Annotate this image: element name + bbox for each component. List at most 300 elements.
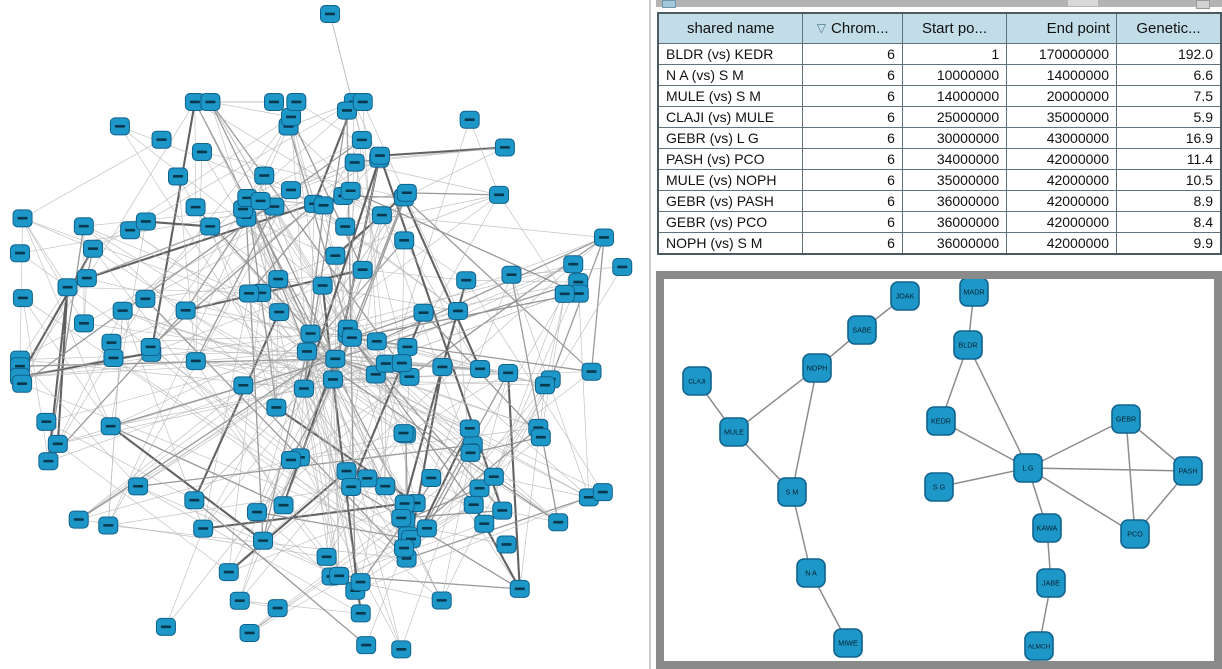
network-node[interactable] xyxy=(510,580,529,597)
node-label xyxy=(377,214,387,217)
toolbar-strip xyxy=(656,0,1222,7)
network-node[interactable] xyxy=(394,425,413,442)
graph-edge-GEBR-PCO[interactable] xyxy=(1126,419,1135,534)
node-label xyxy=(274,311,284,314)
node-label: L G xyxy=(1022,463,1034,473)
network-node[interactable] xyxy=(281,182,300,199)
graph-edge[interactable] xyxy=(23,218,84,323)
network-node[interactable] xyxy=(294,380,313,397)
node-label xyxy=(191,360,201,363)
network-node-gebr[interactable] xyxy=(1112,405,1140,433)
graph-edge-BLDR-LG[interactable] xyxy=(968,345,1028,468)
node-label xyxy=(258,539,268,542)
node-label xyxy=(269,205,279,208)
network-node[interactable] xyxy=(69,511,88,528)
node-label xyxy=(325,13,335,16)
cell-value: 11.4 xyxy=(1116,149,1221,170)
cell-shared-name: MULE (vs) NOPH xyxy=(658,170,803,191)
network-node[interactable] xyxy=(37,413,56,430)
node-label xyxy=(273,607,283,610)
node-label xyxy=(465,118,475,121)
network-node[interactable] xyxy=(129,478,148,495)
node-label: SABE xyxy=(852,325,872,335)
node-label xyxy=(402,191,412,194)
node-label xyxy=(256,200,266,203)
network-node[interactable] xyxy=(448,302,467,319)
network-node[interactable] xyxy=(345,154,364,171)
network-node[interactable] xyxy=(549,514,568,531)
network-node[interactable] xyxy=(395,232,414,249)
network-node[interactable] xyxy=(102,334,121,351)
network-node-noph[interactable] xyxy=(803,354,831,382)
network-node[interactable] xyxy=(414,304,433,321)
node-label xyxy=(397,362,407,365)
network-node[interactable] xyxy=(274,497,293,514)
network-node[interactable] xyxy=(201,94,220,111)
column-header-label: Chrom... xyxy=(831,20,889,37)
node-label xyxy=(330,357,340,360)
table-row[interactable] xyxy=(658,191,1221,212)
network-node-miwe[interactable] xyxy=(834,629,862,657)
node-label xyxy=(400,502,410,505)
node-label xyxy=(375,154,385,157)
network-node[interactable] xyxy=(110,118,129,135)
table-header-row xyxy=(658,13,1221,44)
column-header-start-po[interactable] xyxy=(902,13,1006,44)
network-node[interactable] xyxy=(460,111,479,128)
table-row[interactable] xyxy=(658,149,1221,170)
network-node-bldr[interactable] xyxy=(954,331,982,359)
network-node[interactable] xyxy=(317,548,336,565)
network-node-mule[interactable] xyxy=(720,418,748,446)
column-header-end-point[interactable] xyxy=(1007,13,1117,44)
node-label xyxy=(503,372,513,375)
network-node[interactable] xyxy=(460,420,479,437)
network-node[interactable] xyxy=(422,470,441,487)
node-label xyxy=(271,406,281,409)
network-node[interactable] xyxy=(74,218,93,235)
network-node[interactable] xyxy=(613,259,632,276)
network-node-claji[interactable] xyxy=(683,367,711,395)
node-label xyxy=(342,470,352,473)
network-node[interactable] xyxy=(152,131,171,148)
network-node[interactable] xyxy=(392,355,411,372)
network-node[interactable] xyxy=(169,168,188,185)
graph-edge[interactable] xyxy=(23,140,162,219)
network-node[interactable] xyxy=(376,478,395,495)
cell-value: 36000000 xyxy=(902,233,1006,255)
cell-value: 6.6 xyxy=(1116,65,1221,86)
table-row[interactable] xyxy=(658,233,1221,255)
node-label: MIWE xyxy=(838,638,858,648)
network-node[interactable] xyxy=(555,285,574,302)
cell-value: 10000000 xyxy=(902,65,1006,86)
network-node[interactable] xyxy=(395,540,414,557)
cell-value: 6 xyxy=(803,191,902,212)
network-node[interactable] xyxy=(267,399,286,416)
node-label xyxy=(356,612,366,615)
network-node[interactable] xyxy=(201,218,220,235)
node-label: CLAJI xyxy=(688,378,706,386)
cell-value: 25000000 xyxy=(902,107,1006,128)
node-label: GEBR xyxy=(1115,414,1137,424)
network-node[interactable] xyxy=(84,240,103,257)
network-node[interactable] xyxy=(336,218,355,235)
cell-shared-name: N A (vs) S M xyxy=(658,65,803,86)
graph-edge-LG-PASH[interactable] xyxy=(1028,468,1188,471)
network-node[interactable] xyxy=(337,463,356,480)
network-node[interactable] xyxy=(313,277,332,294)
network-node-madr[interactable] xyxy=(960,279,988,306)
network-node[interactable] xyxy=(186,353,205,370)
small-network-canvas[interactable] xyxy=(664,279,1214,661)
cell-shared-name: NOPH (vs) S M xyxy=(658,233,803,255)
network-node[interactable] xyxy=(192,144,211,161)
node-label xyxy=(74,518,84,521)
network-node[interactable] xyxy=(194,520,213,537)
table-row[interactable] xyxy=(658,128,1221,149)
graph-edge-NOPH-SM[interactable] xyxy=(792,368,817,492)
cell-value: 42000000 xyxy=(1007,233,1117,255)
table-row[interactable] xyxy=(658,86,1221,107)
node-label xyxy=(361,644,371,647)
graph-edge[interactable] xyxy=(411,367,442,539)
network-node[interactable] xyxy=(471,360,490,377)
node-label xyxy=(286,116,296,119)
network-node[interactable] xyxy=(341,182,360,199)
network-node[interactable] xyxy=(464,496,483,513)
filter-funnel-icon[interactable]: ▽ xyxy=(816,21,827,35)
network-node[interactable] xyxy=(372,207,391,224)
network-node[interactable] xyxy=(301,325,320,342)
network-node[interactable] xyxy=(499,364,518,381)
node-label: S M xyxy=(785,487,799,497)
network-node[interactable] xyxy=(74,315,93,332)
network-node[interactable] xyxy=(185,492,204,509)
node-label xyxy=(161,625,171,628)
node-label xyxy=(245,632,255,635)
node-label xyxy=(63,286,73,289)
network-node[interactable] xyxy=(219,564,238,581)
node-label xyxy=(536,436,546,439)
node-label xyxy=(479,522,489,525)
cell-value: 6 xyxy=(803,233,902,255)
network-node-sg[interactable] xyxy=(925,473,953,501)
graph-edge[interactable] xyxy=(442,379,551,600)
node-label: N A xyxy=(805,568,817,578)
node-label xyxy=(494,193,504,196)
graph-edge[interactable] xyxy=(407,193,499,195)
node-label xyxy=(319,204,329,207)
graph-edge[interactable] xyxy=(592,238,604,372)
network-node[interactable] xyxy=(330,567,349,584)
node-label xyxy=(342,109,352,112)
network-node[interactable] xyxy=(39,453,58,470)
graph-edge[interactable] xyxy=(166,529,203,627)
network-node[interactable] xyxy=(342,478,361,495)
network-node[interactable] xyxy=(270,304,289,321)
network-node[interactable] xyxy=(351,605,370,622)
network-node[interactable] xyxy=(113,302,132,319)
node-label xyxy=(173,175,183,178)
network-node[interactable] xyxy=(370,147,389,164)
node-label xyxy=(380,485,390,488)
network-node-joak[interactable] xyxy=(891,282,919,310)
network-node-pash[interactable] xyxy=(1174,457,1202,485)
network-node[interactable] xyxy=(457,272,476,289)
network-node[interactable] xyxy=(282,109,301,126)
network-node[interactable] xyxy=(186,199,205,216)
network-node[interactable] xyxy=(240,285,259,302)
network-node[interactable] xyxy=(13,375,32,392)
network-node[interactable] xyxy=(13,290,32,307)
network-node-kedr[interactable] xyxy=(927,407,955,435)
node-label xyxy=(346,189,356,192)
node-label: MULE xyxy=(724,427,744,437)
node-label xyxy=(252,511,262,514)
node-label xyxy=(356,581,366,584)
column-header-chrom[interactable] xyxy=(803,13,902,44)
network-node[interactable] xyxy=(48,435,67,452)
network-node[interactable] xyxy=(392,509,411,526)
network-node-kawa[interactable] xyxy=(1033,514,1061,542)
node-label xyxy=(279,504,289,507)
network-node[interactable] xyxy=(433,359,452,376)
graph-edge[interactable] xyxy=(20,218,23,359)
network-node[interactable] xyxy=(58,279,77,296)
network-node[interactable] xyxy=(176,302,195,319)
cell-value: 6 xyxy=(803,65,902,86)
table-header-row xyxy=(658,13,1221,44)
network-node[interactable] xyxy=(265,94,284,111)
network-node-pco[interactable] xyxy=(1121,520,1149,548)
network-node[interactable] xyxy=(417,520,436,537)
graph-edge[interactable] xyxy=(578,282,589,497)
table-row[interactable] xyxy=(658,65,1221,86)
node-label xyxy=(322,555,332,558)
cell-value: 42000000 xyxy=(1007,149,1117,170)
network-node[interactable] xyxy=(13,210,32,227)
cell-value: 6 xyxy=(803,86,902,107)
network-node[interactable] xyxy=(353,261,372,278)
network-node-almch[interactable] xyxy=(1025,632,1053,660)
network-node[interactable] xyxy=(156,618,175,635)
node-label xyxy=(453,310,463,313)
network-node[interactable] xyxy=(357,637,376,654)
node-label xyxy=(584,496,594,499)
node-label xyxy=(475,487,485,490)
network-node[interactable] xyxy=(136,213,155,230)
edge-attribute-table xyxy=(657,12,1222,255)
graph-edge[interactable] xyxy=(511,275,558,522)
network-node[interactable] xyxy=(493,502,512,519)
column-header-genetic[interactable] xyxy=(1116,13,1221,44)
table-row[interactable] xyxy=(658,212,1221,233)
graph-edge[interactable] xyxy=(84,226,367,478)
network-node[interactable] xyxy=(595,229,614,246)
node-label xyxy=(587,370,597,373)
network-node[interactable] xyxy=(564,256,583,273)
network-node[interactable] xyxy=(11,245,30,262)
network-node[interactable] xyxy=(247,504,266,521)
node-label xyxy=(53,442,63,445)
node-label xyxy=(302,350,312,353)
scrollbar-thumb[interactable] xyxy=(1068,0,1098,6)
node-label: PASH xyxy=(1178,466,1198,476)
network-node[interactable] xyxy=(254,532,273,549)
network-node-na[interactable] xyxy=(797,559,825,587)
toolbar-fragment-icon[interactable] xyxy=(662,0,676,8)
node-label xyxy=(18,217,28,220)
cell-value: 16.9 xyxy=(1116,128,1221,149)
node-label xyxy=(205,101,215,104)
network-node[interactable] xyxy=(268,600,287,617)
network-node[interactable] xyxy=(297,343,316,360)
network-node[interactable] xyxy=(326,247,345,264)
graph-edge[interactable] xyxy=(466,280,578,282)
table-row[interactable] xyxy=(658,107,1221,128)
node-label xyxy=(399,239,409,242)
network-node[interactable] xyxy=(475,515,494,532)
node-label xyxy=(346,486,356,489)
node-label xyxy=(286,189,296,192)
node-label xyxy=(399,547,409,550)
network-node[interactable] xyxy=(251,192,270,209)
graph-edge[interactable] xyxy=(48,310,185,461)
node-label xyxy=(18,297,28,300)
node-label xyxy=(15,365,25,368)
cell-value: 9.9 xyxy=(1116,233,1221,255)
network-node[interactable] xyxy=(234,377,253,394)
network-node[interactable] xyxy=(321,6,340,23)
table-body xyxy=(658,44,1221,255)
network-node-lg[interactable] xyxy=(1014,454,1042,482)
network-node[interactable] xyxy=(397,184,416,201)
cell-value: 10.5 xyxy=(1116,170,1221,191)
node-label xyxy=(402,557,412,560)
network-node[interactable] xyxy=(230,592,249,609)
network-node[interactable] xyxy=(490,186,509,203)
node-label xyxy=(269,101,279,104)
cell-value: 30000000 xyxy=(902,128,1006,149)
node-label xyxy=(358,101,368,104)
network-node[interactable] xyxy=(535,377,554,394)
network-node[interactable] xyxy=(495,139,514,156)
node-label xyxy=(350,161,360,164)
network-node[interactable] xyxy=(392,641,411,658)
network-node[interactable] xyxy=(323,371,342,388)
node-label xyxy=(328,378,338,381)
column-header-label: shared name xyxy=(686,20,775,37)
cell-value: 36000000 xyxy=(902,212,1006,233)
column-header-shared-name[interactable] xyxy=(658,13,803,44)
node-label xyxy=(273,278,283,281)
cell-shared-name: PASH (vs) PCO xyxy=(658,149,803,170)
node-label xyxy=(224,571,234,574)
node-label xyxy=(371,373,381,376)
network-node[interactable] xyxy=(352,131,371,148)
cell-shared-name: GEBR (vs) PCO xyxy=(658,212,803,233)
graph-edge[interactable] xyxy=(380,147,505,155)
network-node[interactable] xyxy=(461,444,480,461)
network-node[interactable] xyxy=(77,270,96,287)
node-label xyxy=(574,292,584,295)
cell-value: 42000000 xyxy=(1007,191,1117,212)
graph-edge[interactable] xyxy=(327,380,333,557)
panel-divider xyxy=(649,0,651,669)
network-node[interactable] xyxy=(104,350,123,367)
node-label xyxy=(396,517,406,520)
cell-value: 35000000 xyxy=(1007,107,1117,128)
network-node[interactable] xyxy=(342,329,361,346)
network-node[interactable] xyxy=(314,197,333,214)
node-label xyxy=(41,420,51,423)
node-label xyxy=(306,332,316,335)
cell-value: 42000000 xyxy=(1007,170,1117,191)
network-node-sabe[interactable] xyxy=(848,316,876,344)
node-label xyxy=(299,387,309,390)
network-node[interactable] xyxy=(141,338,160,355)
network-node[interactable] xyxy=(351,574,370,591)
network-node[interactable] xyxy=(593,484,612,501)
node-label xyxy=(238,384,248,387)
graph-edge[interactable] xyxy=(120,126,323,285)
cell-value: 20000000 xyxy=(1007,86,1117,107)
network-node[interactable] xyxy=(398,338,417,355)
graph-edge[interactable] xyxy=(494,477,589,498)
node-label xyxy=(118,309,128,312)
node-label xyxy=(205,225,215,228)
cell-value: 8.9 xyxy=(1116,191,1221,212)
network-node[interactable] xyxy=(367,333,386,350)
node-label: JOAK xyxy=(895,291,915,301)
cell-value: 1 xyxy=(902,44,1006,65)
network-node[interactable] xyxy=(269,271,288,288)
network-node[interactable] xyxy=(240,625,259,642)
network-node[interactable] xyxy=(432,592,451,609)
network-node-sm[interactable] xyxy=(778,478,806,506)
node-label xyxy=(501,543,511,546)
network-node[interactable] xyxy=(99,517,118,534)
network-node[interactable] xyxy=(502,266,521,283)
network-node[interactable] xyxy=(353,94,372,111)
network-node[interactable] xyxy=(497,536,516,553)
network-node-jabe[interactable] xyxy=(1037,569,1065,597)
graph-edge[interactable] xyxy=(108,126,288,525)
network-node[interactable] xyxy=(281,452,300,469)
network-node[interactable] xyxy=(582,363,601,380)
node-label xyxy=(330,254,340,257)
column-header-label: End point xyxy=(1046,20,1110,37)
network-node[interactable] xyxy=(255,167,274,184)
node-label xyxy=(140,297,150,300)
network-node[interactable] xyxy=(484,468,503,485)
network-node[interactable] xyxy=(136,290,155,307)
table-row[interactable] xyxy=(658,44,1221,65)
cell-value: 42000000 xyxy=(1007,212,1117,233)
table-row[interactable] xyxy=(658,170,1221,191)
node-label xyxy=(259,174,269,177)
network-node[interactable] xyxy=(326,350,345,367)
node-label xyxy=(291,101,301,104)
network-node[interactable] xyxy=(287,94,306,111)
node-label xyxy=(357,139,367,142)
cell-value: 7.5 xyxy=(1116,86,1221,107)
network-node[interactable] xyxy=(101,418,120,435)
network-node[interactable] xyxy=(531,429,550,446)
node-label: KAWA xyxy=(1036,523,1058,533)
node-label xyxy=(88,247,98,250)
